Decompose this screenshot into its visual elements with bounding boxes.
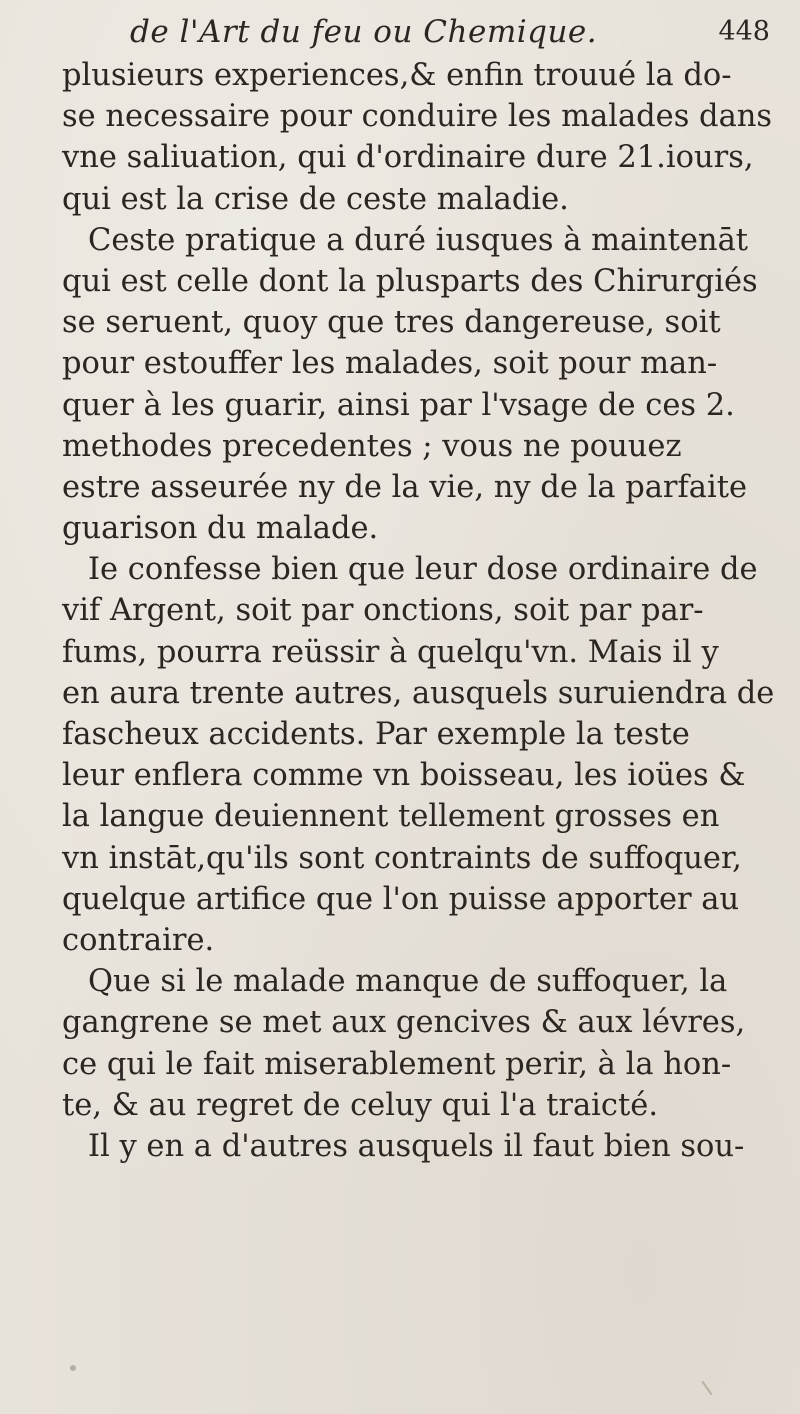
text-line: vif Argent, soit par onctions, soit par par- xyxy=(62,593,704,629)
text-line: qui est celle dont la plusparts des Chirurgiés xyxy=(62,263,758,299)
text-line: en aura trente autres, ausquels suruiendra de xyxy=(62,675,775,711)
text-line: quer à les guarir, ainsi par l'vsage de ces 2. xyxy=(62,387,735,423)
ink-speck xyxy=(70,1365,76,1371)
paragraph-start-line: Ceste pratique a duré iusques à maintenāt xyxy=(88,222,749,258)
body-text xyxy=(62,55,782,1167)
text-line: methodes precedentes ; vous ne pouuez xyxy=(62,428,682,464)
paragraph-start-line: Que si le malade manque de suffoquer, la xyxy=(88,964,728,1000)
paragraph-start-line: Il y en a d'autres ausquels il faut bien sou- xyxy=(88,1128,745,1164)
text-line: contraire. xyxy=(62,922,215,958)
text-line: fums, pourra reüssir à quelqu'vn. Mais il y xyxy=(62,634,719,670)
text-line: fascheux accidents. Par exemple la teste xyxy=(62,717,690,752)
text-line: se necessaire pour conduire les malades dans xyxy=(62,99,773,135)
text-line: guarison du malade. xyxy=(62,511,379,547)
text-line: la langue deuiennent tellement grosses en xyxy=(62,799,720,835)
text-line: quelque artifice que l'on puisse apporter au xyxy=(62,881,740,917)
text-line: pour estouffer les malades, soit pour man- xyxy=(62,346,718,382)
running-title: de l'Art du feu ou Chemique. xyxy=(130,14,598,50)
page-number: 448 xyxy=(718,16,770,47)
text-line: gangrene se met aux gencives & aux lévres, xyxy=(62,1005,746,1041)
text-line: estre asseurée ny de la vie, ny de la parfaite xyxy=(62,469,748,505)
text-line: qui est la crise de ceste maladie. xyxy=(62,181,569,217)
paper-mark xyxy=(702,1381,713,1395)
text-line: vne saliuation, qui d'ordinaire dure 21.iours, xyxy=(62,140,754,176)
text-line: se seruent, quoy que tres dangereuse, soit xyxy=(62,305,721,341)
text-line: plusieurs experiences,& enfin trouué la do- xyxy=(62,58,732,93)
text-line: vn instāt,qu'ils sont contraints de suffoquer, xyxy=(62,840,742,876)
text-line: te, & au regret de celuy qui l'a traicté. xyxy=(62,1087,659,1123)
text-line: leur enflera comme vn boisseau, les ioües & xyxy=(62,758,746,794)
running-head xyxy=(130,8,770,58)
text-line: ce qui le fait miserablement perir, à la hon- xyxy=(62,1046,732,1082)
paragraph-start-line: Ie confesse bien que leur dose ordinaire de xyxy=(88,552,758,588)
